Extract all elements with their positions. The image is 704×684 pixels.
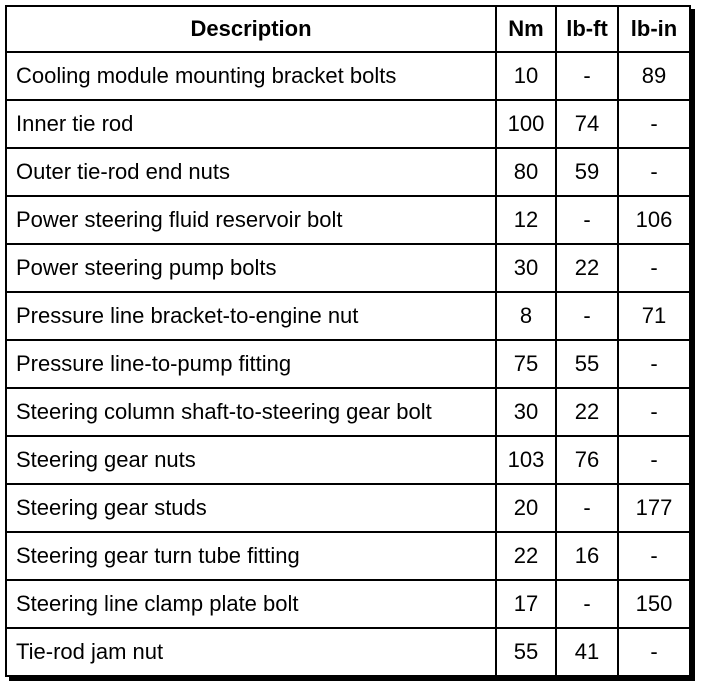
cell-description: Steering gear nuts bbox=[6, 436, 496, 484]
table-row bbox=[6, 244, 690, 292]
header-description: Description bbox=[6, 6, 496, 52]
table-row bbox=[6, 292, 690, 340]
cell-description: Tie-rod jam nut bbox=[6, 628, 496, 676]
cell-description: Inner tie rod bbox=[6, 100, 496, 148]
cell-lb-ft: 41 bbox=[556, 628, 618, 676]
cell-nm: 80 bbox=[496, 148, 556, 196]
table-row bbox=[6, 340, 690, 388]
cell-lb-in: - bbox=[618, 340, 690, 388]
cell-lb-ft: - bbox=[556, 484, 618, 532]
table-row bbox=[6, 628, 690, 676]
table-row bbox=[6, 100, 690, 148]
cell-lb-in: 177 bbox=[618, 484, 690, 532]
cell-lb-ft: - bbox=[556, 52, 618, 100]
cell-nm: 30 bbox=[496, 388, 556, 436]
cell-lb-in: 106 bbox=[618, 196, 690, 244]
cell-lb-in: - bbox=[618, 148, 690, 196]
torque-specifications-table bbox=[5, 5, 691, 677]
cell-nm: 12 bbox=[496, 196, 556, 244]
cell-nm: 8 bbox=[496, 292, 556, 340]
cell-lb-in: - bbox=[618, 244, 690, 292]
cell-description: Pressure line bracket-to-engine nut bbox=[6, 292, 496, 340]
cell-description: Outer tie-rod end nuts bbox=[6, 148, 496, 196]
cell-description: Power steering pump bolts bbox=[6, 244, 496, 292]
cell-lb-in: - bbox=[618, 532, 690, 580]
table-body bbox=[6, 52, 690, 676]
table-row bbox=[6, 532, 690, 580]
cell-nm: 100 bbox=[496, 100, 556, 148]
cell-nm: 10 bbox=[496, 52, 556, 100]
cell-description: Steering gear turn tube fitting bbox=[6, 532, 496, 580]
cell-description: Power steering fluid reservoir bolt bbox=[6, 196, 496, 244]
header-nm: Nm bbox=[496, 6, 556, 52]
cell-lb-ft: 22 bbox=[556, 244, 618, 292]
cell-lb-in: - bbox=[618, 436, 690, 484]
cell-lb-ft: - bbox=[556, 196, 618, 244]
cell-nm: 55 bbox=[496, 628, 556, 676]
cell-nm: 20 bbox=[496, 484, 556, 532]
table-row bbox=[6, 436, 690, 484]
cell-lb-in: 71 bbox=[618, 292, 690, 340]
cell-lb-ft: 59 bbox=[556, 148, 618, 196]
table-row bbox=[6, 52, 690, 100]
header-lb-in: lb-in bbox=[618, 6, 690, 52]
cell-lb-ft: 22 bbox=[556, 388, 618, 436]
cell-lb-ft: 16 bbox=[556, 532, 618, 580]
header-row bbox=[6, 6, 690, 52]
cell-description: Steering column shaft-to-steering gear bolt bbox=[6, 388, 496, 436]
table-header bbox=[6, 6, 690, 52]
cell-nm: 17 bbox=[496, 580, 556, 628]
cell-description: Cooling module mounting bracket bolts bbox=[6, 52, 496, 100]
table-row bbox=[6, 388, 690, 436]
cell-nm: 103 bbox=[496, 436, 556, 484]
table-row bbox=[6, 484, 690, 532]
cell-lb-ft: - bbox=[556, 580, 618, 628]
cell-lb-ft: 74 bbox=[556, 100, 618, 148]
cell-description: Pressure line-to-pump fitting bbox=[6, 340, 496, 388]
cell-lb-in: 89 bbox=[618, 52, 690, 100]
cell-lb-ft: - bbox=[556, 292, 618, 340]
table-row bbox=[6, 196, 690, 244]
cell-lb-in: - bbox=[618, 100, 690, 148]
cell-nm: 30 bbox=[496, 244, 556, 292]
cell-description: Steering line clamp plate bolt bbox=[6, 580, 496, 628]
cell-lb-in: - bbox=[618, 388, 690, 436]
cell-nm: 22 bbox=[496, 532, 556, 580]
cell-lb-in: 150 bbox=[618, 580, 690, 628]
table-row bbox=[6, 148, 690, 196]
cell-nm: 75 bbox=[496, 340, 556, 388]
cell-description: Steering gear studs bbox=[6, 484, 496, 532]
table-row bbox=[6, 580, 690, 628]
cell-lb-ft: 76 bbox=[556, 436, 618, 484]
header-lb-ft: lb-ft bbox=[556, 6, 618, 52]
cell-lb-in: - bbox=[618, 628, 690, 676]
cell-lb-ft: 55 bbox=[556, 340, 618, 388]
